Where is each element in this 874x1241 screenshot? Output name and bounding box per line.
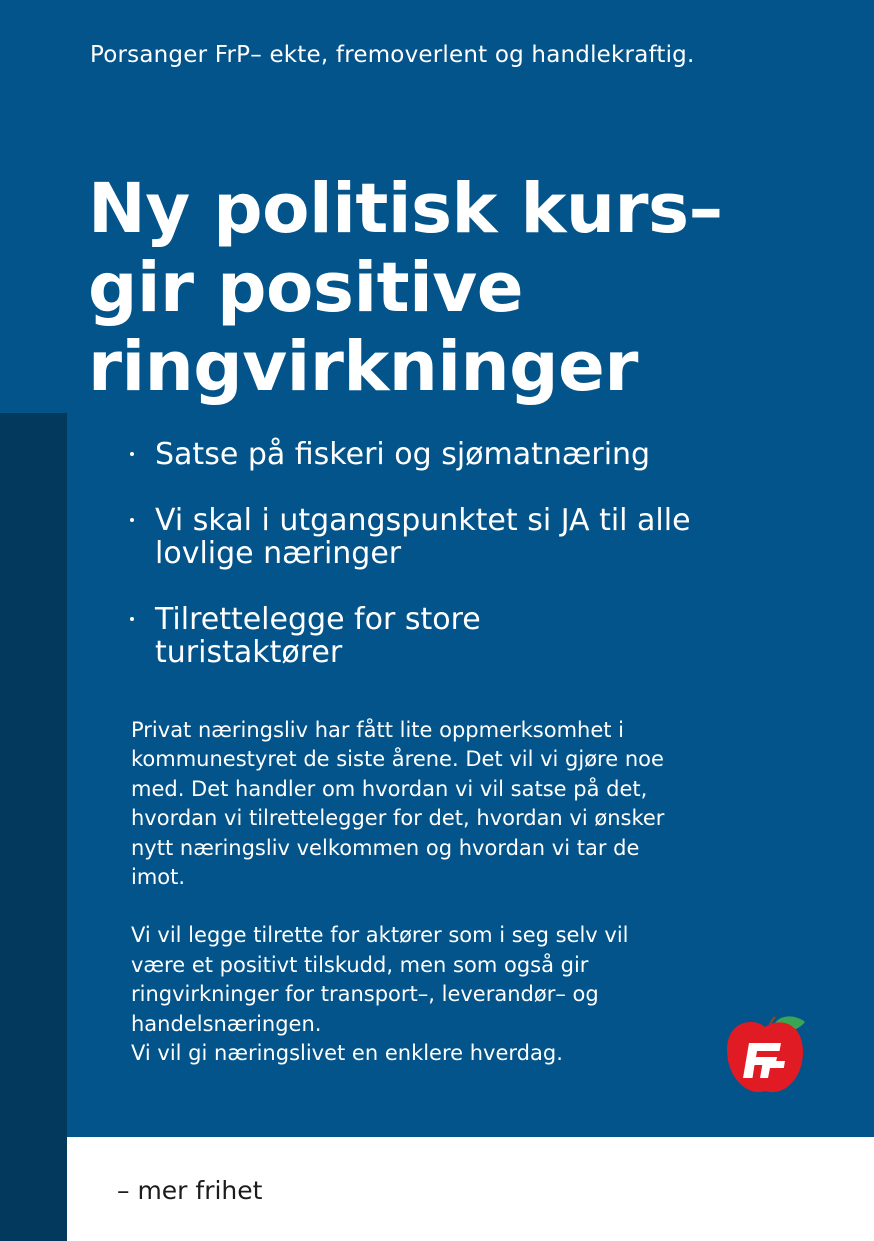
bullet-text: Vi skal i utgangspunktet si JA til alle [155,503,691,538]
bullet-item [130,438,770,471]
bullet-dot-icon [130,617,134,621]
body-line: nytt næringsliv velkommen og hvordan vi tar de [131,835,640,860]
body-line: være et positivt tilskudd, men som også gir [131,952,589,977]
bullet-list [130,438,770,702]
bullet-text: turistaktører [155,635,343,670]
body-text [131,716,711,1068]
body-line: Vi vil gi næringslivet en enklere hverdag. [131,1041,563,1066]
body-line: hvordan vi tilrettelegger for det, hvordan vi ønsker [131,806,665,831]
body-line: med. Det handler om hvordan vi vil satse på det, [131,776,648,801]
body-line: kommunestyret de siste årene. Det vil vi gjøre noe [131,747,664,772]
bullet-text: Tilrettelegge for store [155,602,481,637]
tagline: Porsanger FrP– ekte, fremoverlent og handlekraftig. [90,42,695,68]
bullet-item [130,603,770,669]
frp-apple-logo-icon [723,1012,809,1096]
headline [88,170,723,407]
body-line: Privat næringsliv har fått lite oppmerksomhet i [131,718,625,742]
headline-line-1: Ny politisk kurs– [88,169,723,249]
bullet-dot-icon [130,452,134,456]
headline-line-3: ringvirkninger [88,327,638,407]
bullet-item [130,504,770,570]
bullet-text: Satse på fiskeri og sjømatnæring [155,437,651,472]
bullet-text: lovlige næringer [155,536,402,571]
footer-slogan: – mer frihet [117,1176,263,1205]
body-paragraph-2 [131,921,711,1068]
left-accent-band [0,413,67,1241]
body-paragraph-1 [131,716,711,892]
body-line: Vi vil legge tilrette for aktører som i seg selv vil [131,923,629,948]
body-line: imot. [131,865,186,890]
body-line: handelsnæringen. [131,1011,322,1036]
headline-line-2: gir positive [88,248,524,328]
bullet-dot-icon [130,518,134,522]
body-line: ringvirkninger for transport–, leverandør– og [131,982,599,1007]
